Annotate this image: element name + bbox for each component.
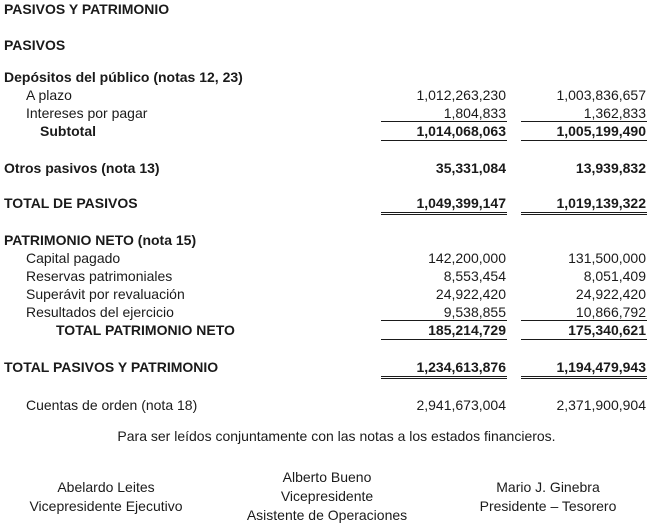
table-row (0, 86, 653, 104)
total-pasivos-label: TOTAL DE PASIVOS (4, 195, 138, 211)
subtotal-row (0, 122, 653, 140)
otros-pasivos-label: Otros pasivos (nota 13) (4, 160, 160, 176)
table-row (0, 285, 653, 303)
row-label: Superávit por revaluación (26, 286, 185, 302)
row-value-previous: 1,003,836,657 (556, 87, 646, 103)
underline-rule (521, 140, 647, 141)
signatory-name: Abelardo Leites (57, 479, 155, 495)
signature-block-ginebra (448, 478, 648, 516)
signature-block-leites (6, 478, 206, 516)
signatory-name: Alberto Bueno (282, 469, 372, 485)
total-patrimonio-row (0, 321, 653, 339)
signatory-title: Vicepresidente (280, 488, 374, 504)
signatory-title: Vicepresidente Ejecutivo (29, 498, 183, 514)
total-patrimonio-value-current: 185,214,729 (428, 322, 506, 338)
row-label: Intereses por pagar (26, 105, 148, 121)
patrimonio-heading-label: PATRIMONIO NETO (nota 15) (4, 232, 197, 248)
row-value-current: 1,012,263,230 (416, 87, 506, 103)
row-value-previous: 1,362,833 (583, 105, 646, 121)
table-row (0, 267, 653, 285)
row-value-current: 142,200,000 (428, 250, 506, 266)
total-patrimonio-label: TOTAL PATRIMONIO NETO (56, 322, 235, 338)
otros-pasivos-value-current: 35,331,084 (435, 160, 506, 176)
row-value-previous: 131,500,000 (568, 250, 646, 266)
double-underline-rule (381, 212, 507, 215)
statement-title (0, 0, 653, 18)
row-value-current: 8,553,454 (443, 268, 506, 284)
total-pasivos-value-current: 1,049,399,147 (416, 195, 506, 211)
underline-rule (521, 339, 647, 340)
cuentas-orden-value-previous: 2,371,900,904 (556, 397, 646, 413)
patrimonio-heading (0, 231, 653, 249)
row-value-previous: 10,866,792 (575, 304, 646, 320)
underline-rule (381, 339, 507, 340)
total-pasivos-row (0, 194, 653, 212)
otros-pasivos-value-previous: 13,939,832 (575, 160, 646, 176)
row-value-current: 9,538,855 (443, 304, 506, 320)
row-label: Reservas patrimoniales (26, 268, 173, 284)
total-pasivos-patrimonio-value-previous: 1,194,479,943 (556, 359, 646, 375)
signatory-name: Mario J. Ginebra (496, 479, 600, 495)
subtotal-value-previous: 1,005,199,490 (556, 123, 646, 139)
signature-block-bueno (227, 468, 427, 525)
double-underline-rule (521, 376, 647, 379)
section-pasivos (0, 36, 653, 54)
signatory-title-line2: Asistente de Operaciones (246, 507, 408, 523)
cuentas-orden-value-current: 2,941,673,004 (416, 397, 506, 413)
double-underline-rule (521, 212, 647, 215)
double-underline-rule (381, 376, 507, 379)
otros-pasivos-row (0, 159, 653, 177)
row-label: Capital pagado (26, 250, 121, 266)
table-row (0, 104, 653, 122)
table-row (0, 303, 653, 321)
subtotal-value-current: 1,014,068,063 (416, 123, 506, 139)
row-value-current: 24,922,420 (435, 286, 506, 302)
row-value-previous: 8,051,409 (583, 268, 646, 284)
total-pasivos-value-previous: 1,019,139,322 (556, 195, 646, 211)
statement-title-text: PASIVOS Y PATRIMONIO (4, 1, 170, 17)
total-patrimonio-value-previous: 175,340,621 (568, 322, 646, 338)
depositos-heading-label: Depósitos del público (notas 12, 23) (4, 69, 243, 85)
cuentas-orden-label: Cuentas de orden (nota 18) (26, 397, 198, 413)
underline-rule (381, 140, 507, 141)
depositos-heading (0, 68, 653, 86)
total-pasivos-patrimonio-value-current: 1,234,613,876 (416, 359, 506, 375)
cuentas-orden-row (0, 396, 653, 414)
section-pasivos-label: PASIVOS (4, 37, 66, 53)
row-label: A plazo (26, 87, 72, 103)
row-value-current: 1,804,833 (443, 105, 506, 121)
row-value-previous: 24,922,420 (575, 286, 646, 302)
total-pasivos-patrimonio-row (0, 358, 653, 376)
signatory-title: Presidente – Tesorero (479, 498, 617, 514)
total-pasivos-patrimonio-label: TOTAL PASIVOS Y PATRIMONIO (4, 359, 219, 375)
footnote: Para ser leídos conjuntamente con las notas a los estados financieros. (117, 428, 556, 444)
subtotal-label: Subtotal (40, 123, 96, 139)
row-label: Resultados del ejercicio (26, 304, 174, 320)
table-row (0, 249, 653, 267)
